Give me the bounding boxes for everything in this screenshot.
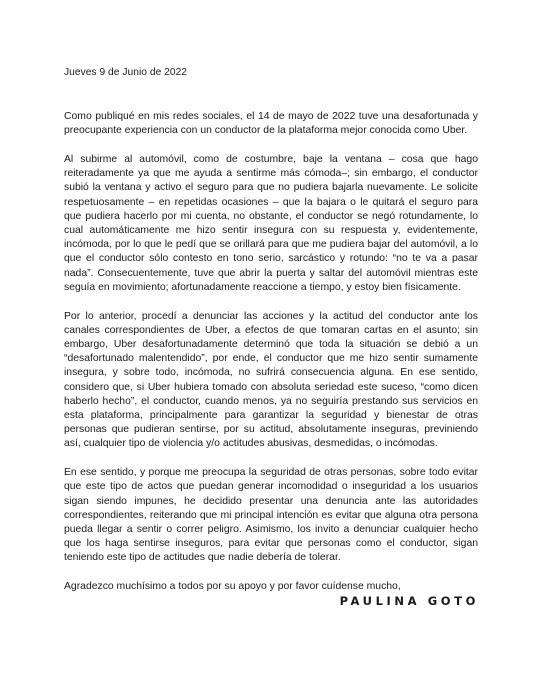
signature-name: PAULINA GOTO <box>339 594 479 608</box>
paragraph-uber-response: Por lo anterior, procedí a denunciar las acciones y la actitud del conductor ante los canales correspondientes de Uber, a efectos de que tomaran cartas en el asunto; sin embargo, Uber desafortunadamente determinó que toda la situación se debió a un “desafortunado malentendido”, por ende, el conductor que me hizo sentir sumamente insegura, y sobre todo, incómoda, no sufrirá consecuencia alguna. En ese sentido, considero que, si Uber hubiera tomado con absoluta seriedad este suceso, “como dicen haberlo hecho”, el conductor, cuando menos, ya no seguiría prestando sus servicios en esta plataforma, principalmente para garantizar la seguridad y bienestar de otras personas que pudieran sentirse, por su actitud, absolutamente inseguras, previniendo así, cualquier tipo de violencia y/o actitudes abusivas, desmedidas, o incómodas. <box>64 310 478 450</box>
letter-body <box>64 110 478 609</box>
paragraph-incident: Al subirme al automóvil, como de costumbre, baje la ventana – cosa que hago reiteradamente ya que me ayuda a sentirme más cómoda–; sin embargo, el conductor subió la ventana y activo el seguro para que no pudiera bajarla nuevamente. Le solicite respetuosamente – en repetidas ocasiones – que la bajara o le quitará el seguro para que pudiera hacerlo por mi cuenta, no obstante, el conductor se negó rotundamente, lo cual automáticamente me hizo sentir insegura con su respuesta y, evidentemente, incómoda, por lo que le pedí que se orillará para que me pudiera bajar del automóvil, a lo que el conductor sólo contesto en tono serio, sarcástico y rotundo: “no te va a pasar nada”. Consecuentemente, tuve que abrir la puerta y saltar del automóvil mientras este seguía en movimiento; afortunadamente reaccione a tiempo, y estoy bien físicamente. <box>64 154 478 293</box>
letter-date: Jueves 9 de Junio de 2022 <box>64 67 188 78</box>
paragraph-intro: Como publiqué en mis redes sociales, el 14 de mayo de 2022 tuve una desafortunada y preocupante experiencia con un conductor de la plataforma mejor conocida como Uber. <box>64 111 478 137</box>
paragraph-legal-action: En ese sentido, y porque me preocupa la seguridad de otras personas, sobre todo evitar que este tipo de actos que puedan generar incomodidad o inseguridad a los usuarios sigan siendo impunes, he decidido presentar una denuncia ante las autoridades correspondientes, reiterando que mi principal intención es evitar que alguna otra persona pueda llegar a sentir o correr peligro. Asimismo, los invito a denunciar cualquier hecho que los haga sentirse inseguros, para evitar que personas como el conductor, sigan teniendo este tipo de actitudes que nadie debería de tolerar. <box>64 467 478 564</box>
paragraph-closing: Agradezco muchísimo a todos por su apoyo y por favor cuídense mucho, <box>64 581 401 593</box>
